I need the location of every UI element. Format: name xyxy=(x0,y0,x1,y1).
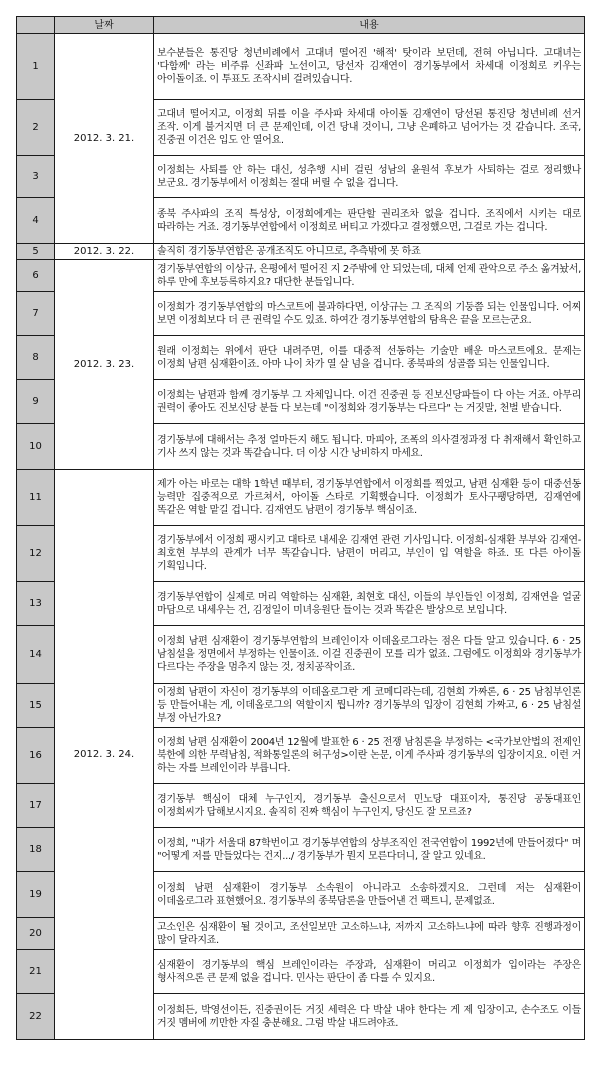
row-number: 8 xyxy=(17,336,55,380)
row-number: 5 xyxy=(17,244,55,260)
row-text: 경기동부 핵심이 대체 누구인지, 경기동부 출신으로서 민노당 대표이자, 통진당 공동대표인 이정희씨가 답해보시지요. 솔직히 진짜 핵심이 누구인지, 당신도 잘 모르죠? xyxy=(154,784,585,828)
header-row xyxy=(17,17,585,34)
row-text: 고대녀 떨어지고, 이정희 뒤를 이을 주사파 차세대 아이돌 김재연이 당선된 통진당 청년비례 선거 조작. 이게 불거지면 더 큰 문제인데, 이건 당내 것이니, 그냥 은폐하고 넘어가는 것 같습니다. 조국, 진중권 이건은 입도 안 열어요. xyxy=(154,100,585,156)
row-text: 이정희 남편 심재환이 경기동부연합의 브레인이자 이데올로그라는 점은 다들 알고 있습니다. 6 · 25 남침설을 정면에서 부정하는 인물이죠. 이걸 진중권이 모를 리가 없죠. 그럼에도 이정희와 경기동부가 다르다는 주장을 멈추지 않는 것, 정치공작이죠. xyxy=(154,626,585,684)
row-number: 22 xyxy=(17,994,55,1040)
row-text: 이정희 남편 심재환이 경기동부 소속원이 아니라고 소송하겠지요. 그런데 저는 심재환이 이데올로그라 표현했어요. 경기동부의 종북담론을 만들어낸 건 팩트니, 문제없죠. xyxy=(154,872,585,918)
row-text: 솔직히 경기동부연합은 공개조직도 아니므로, 추측밖에 못 하죠 xyxy=(154,244,585,260)
table-row xyxy=(17,244,585,260)
header-content: 내용 xyxy=(154,17,585,34)
row-text: 심재환이 경기동부의 핵심 브레인이라는 주장과, 심재환이 머리고 이정희가 입이라는 주장은 형사적으론 큰 문제 없을 겁니다. 민사는 판단이 좀 다를 수 있지요. xyxy=(154,950,585,994)
row-date: 2012. 3. 24. xyxy=(55,470,154,1040)
row-text: 이정희는 사퇴를 안 하는 대신, 성추행 시비 걸린 성남의 윤원석 후보가 사퇴하는 걸로 정리했나 보군요. 경기동부에서 이정희는 절대 버릴 수 없을 겁니다. xyxy=(154,156,585,198)
row-number: 13 xyxy=(17,582,55,626)
row-text: 고소인은 심재환이 될 것이고, 조선일보만 고소하느냐, 저까지 고소하느냐에 따라 향후 진행과정이 많이 달라지죠. xyxy=(154,918,585,950)
row-number: 18 xyxy=(17,828,55,872)
row-text: 경기동부연합의 이상규, 은평에서 떨어진 지 2주밖에 안 되었는데, 대체 언제 관악으로 주소 옮겨놨서, 하루 만에 후보등록하지요? 대단한 분들입니다. xyxy=(154,260,585,292)
row-number: 12 xyxy=(17,526,55,582)
row-number: 11 xyxy=(17,470,55,526)
row-text: 이정희든, 박영선이든, 진중권이든 거짓 세력은 다 박살 내야 한다는 게 제 입장이고, 손수조도 이들 거짓 멤버에 끼만한 자질 충분해요. 그럼 박살 내드려야죠. xyxy=(154,994,585,1040)
header-number xyxy=(17,17,55,34)
row-number: 2 xyxy=(17,100,55,156)
row-number: 10 xyxy=(17,424,55,470)
row-text: 원래 이정희는 위에서 판단 내려주면, 이를 대중적 선동하는 기술만 배운 마스코트에요. 문제는 이정희 남편 심재환이죠. 아마 나이 차가 열 살 넘을 겁니다. 종북파의 성골쯤 되는 인물입니다. xyxy=(154,336,585,380)
row-date: 2012. 3. 23. xyxy=(55,260,154,470)
header-date: 날짜 xyxy=(55,17,154,34)
row-number: 15 xyxy=(17,684,55,728)
row-text: 보수분들은 통진당 청년비례에서 고대녀 떨어진 '해적' 탓이라 보던데, 전혀 아닙니다. 고대녀는 '다함께' 라는 비주류 신좌파 노선이고, 당선자 김재연이 경기동부에서 차세대 이정희로 키우는 아이돌이죠. 이 투표도 조작시비 걸려있습니다. xyxy=(154,34,585,100)
row-text: 이정희가 경기동부연합의 마스코트에 불과하다면, 이상규는 그 조직의 기둥쯤 되는 인물입니다. 어찌 보면 이정희보다 더 큰 권력일 수도 있죠. 하여간 경기동부연합의 탐욕은 끝을 모르는군요. xyxy=(154,292,585,336)
row-date: 2012. 3. 21. xyxy=(55,34,154,244)
row-number: 16 xyxy=(17,728,55,784)
row-number: 17 xyxy=(17,784,55,828)
row-number: 6 xyxy=(17,260,55,292)
row-number: 9 xyxy=(17,380,55,424)
table-row xyxy=(17,34,585,100)
row-number: 20 xyxy=(17,918,55,950)
row-text: 경기동부연합이 실제로 머리 역할하는 심재환, 최현호 대신, 이들의 부인들인 이정희, 김재연을 얼굴 마담으로 내세우는 건, 김정일이 미녀응원단 들이는 것과 똑같은 발상으로 보입니다. xyxy=(154,582,585,626)
row-text: 이정희 남편 심재환이 2004년 12월에 발표한 6 · 25 전쟁 남침론을 부정하는 <국가보안법의 전제인 북한에 의한 무력남침, 적화통일론의 허구성>이란 논문, 이게 주사파 경기동부의 입장이지요. 이런 거 하는 자를 브레인이라 부릅니다. xyxy=(154,728,585,784)
table-row xyxy=(17,260,585,292)
content-table xyxy=(16,16,585,1040)
row-number: 21 xyxy=(17,950,55,994)
row-text: 경기동부에서 이정희 팽시키고 대타로 내세운 김재연 관련 기사입니다. 이정희-심재환 부부와 김재연-최호현 부부의 관계가 너무 똑같습니다. 남편이 머리고, 부인이 입 역할을 하죠. 또 다른 아이돌 기획입니다. xyxy=(154,526,585,582)
row-number: 19 xyxy=(17,872,55,918)
row-text: 이정희, "내가 서울대 87학번이고 경기동부연합의 상부조직인 전국연합이 1992년에 만들어졌다" 며 "어떻게 저를 만들었다는 건지.../ 경기동부가 뭔지 모른다더니, 잘 알고 있네요. xyxy=(154,828,585,872)
row-text: 경기동부에 대해서는 추정 얼마든지 해도 됩니다. 마피아, 조폭의 의사결정과정 다 취재해서 확인하고 기사 쓰지 않는 것과 똑같습니다. 더 이상 시간 낭비하지 마세요. xyxy=(154,424,585,470)
row-number: 1 xyxy=(17,34,55,100)
row-text: 종북 주사파의 조직 특성상, 이정희에게는 판단할 권리조차 없을 겁니다. 조직에서 시키는 대로 따라하는 거죠. 경기동부연합에서 이정희로 버티고 가겠다고 결정했으면, 그걸로 가는 겁니다. xyxy=(154,198,585,244)
row-text: 이정희 남편이 자신이 경기동부의 이데올로그란 게 코메디라는데, 김현희 가짜론, 6 · 25 남침부인론 등 만들어내는 게, 이데올로그의 역할이지 뭡니까? 경기동부의 입장이 김현희 가짜고, 6 · 25 남침설 부정 아닌가요? xyxy=(154,684,585,728)
row-number: 7 xyxy=(17,292,55,336)
row-number: 4 xyxy=(17,198,55,244)
row-number: 3 xyxy=(17,156,55,198)
row-text: 이정희는 남편과 함께 경기동부 그 자체입니다. 이건 진중권 등 진보신당파들이 다 아는 거죠. 아무리 권력이 좋아도 진보신당 분들 다 보는데 "이정희와 경기동부는 다르다" 는 거짓말, 천벌 받습니다. xyxy=(154,380,585,424)
row-date: 2012. 3. 22. xyxy=(55,244,154,260)
row-number: 14 xyxy=(17,626,55,684)
row-text: 제가 아는 바로는 대학 1학년 때부터, 경기동부연합에서 이정희를 찍었고, 남편 심재환 등이 대중선동 능력만 집중적으로 가르쳐서, 아이돌 스타로 기획했습니다. 이정희가 토사구팽당하면, 김재연에 똑같은 역할 맡길 겁니다. 김재연도 남편이 경기동부 핵심이죠. xyxy=(154,470,585,526)
table-row xyxy=(17,470,585,526)
